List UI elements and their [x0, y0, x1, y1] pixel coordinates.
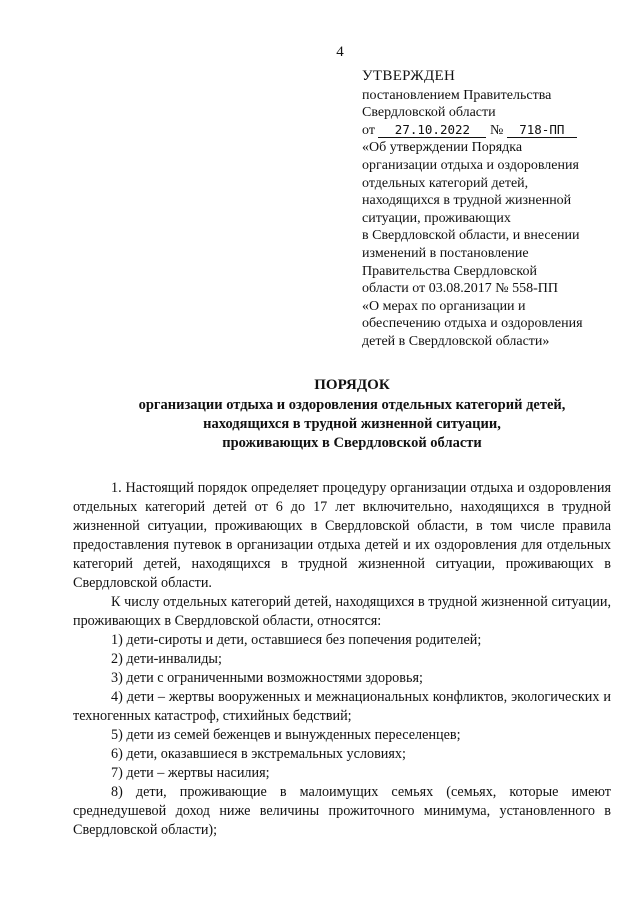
page-number: 4: [336, 44, 344, 60]
title-main: ПОРЯДОК: [314, 377, 390, 393]
list-item: 2) дети-инвалиды;: [111, 651, 222, 667]
approval-date-row: [362, 122, 612, 140]
approval-line: постановлением Правительства: [362, 87, 552, 103]
list-item: 5) дети из семей беженцев и вынужденных переселенцев;: [111, 727, 461, 743]
approval-line: обеспечению отдыха и оздоровления: [362, 316, 583, 332]
approval-heading: УТВЕРЖДЕН: [362, 68, 456, 84]
title-subtitle-line: организации отдыха и оздоровления отдельных категорий детей,: [138, 397, 566, 413]
paragraph: 1. Настоящий порядок определяет процедуру организации отдыха и оздоровления отдельных категорий детей от 6 до 17 лет включительно, находящихся в трудной жизненной ситуации, проживающих в Свердловской области, в том числе правила предоставления путевок в организации отдыха детей и их оздоровления для отдельных категорий детей, находящихся в трудной жизненной ситуации, проживающих в Свердловской области.: [73, 480, 611, 591]
approval-line: организации отдыха и оздоровления: [362, 157, 579, 173]
list-item: 3) дети с ограниченными возможностями здоровья;: [111, 670, 423, 686]
number-prefix: №: [489, 122, 504, 138]
document-title: [72, 376, 632, 453]
document-body: [73, 479, 611, 840]
approval-line: области от 03.08.2017 № 558-ПП: [362, 281, 558, 297]
approval-date: 27.10.2022: [378, 123, 486, 138]
approval-line: находящихся в трудной жизненной: [362, 193, 572, 209]
title-subtitle-line: находящихся в трудной жизненной ситуации,: [203, 416, 501, 432]
approval-line: «О мерах по организации и: [362, 298, 526, 314]
approval-line: Правительства Свердловской: [362, 263, 537, 279]
paragraph: К числу отдельных категорий детей, находящихся в трудной жизненной ситуации, проживающих в Свердловской области, относятся:: [73, 594, 611, 629]
approval-line: отдельных категорий детей,: [362, 175, 529, 191]
approval-line: ситуации, проживающих: [362, 210, 511, 226]
approval-number: 718-ПП: [507, 123, 577, 138]
list-item: 6) дети, оказавшиеся в экстремальных условиях;: [111, 746, 406, 762]
list-item: 7) дети – жертвы насилия;: [111, 765, 270, 781]
list-item: 8) дети, проживающие в малоимущих семьях (семьях, которые имеют среднедушевой доход ниже величины прожиточного минимума, установленного в Свердловской области);: [73, 784, 611, 838]
approval-line: детей в Свердловской области»: [362, 333, 550, 349]
title-subtitle-line: проживающих в Свердловской области: [222, 435, 482, 451]
date-prefix: от: [362, 122, 375, 138]
approval-line: в Свердловской области, и внесении: [362, 228, 580, 244]
list-item: 4) дети – жертвы вооруженных и межнациональных конфликтов, экологических и техногенных катастроф, стихийных бедствий;: [73, 689, 611, 724]
list-item: 1) дети-сироты и дети, оставшиеся без попечения родителей;: [111, 632, 482, 648]
approval-line: Свердловской области: [362, 105, 496, 121]
approval-line: «Об утверждении Порядка: [362, 140, 523, 156]
approval-line: изменений в постановление: [362, 245, 529, 261]
approval-stamp-block: [362, 68, 612, 351]
